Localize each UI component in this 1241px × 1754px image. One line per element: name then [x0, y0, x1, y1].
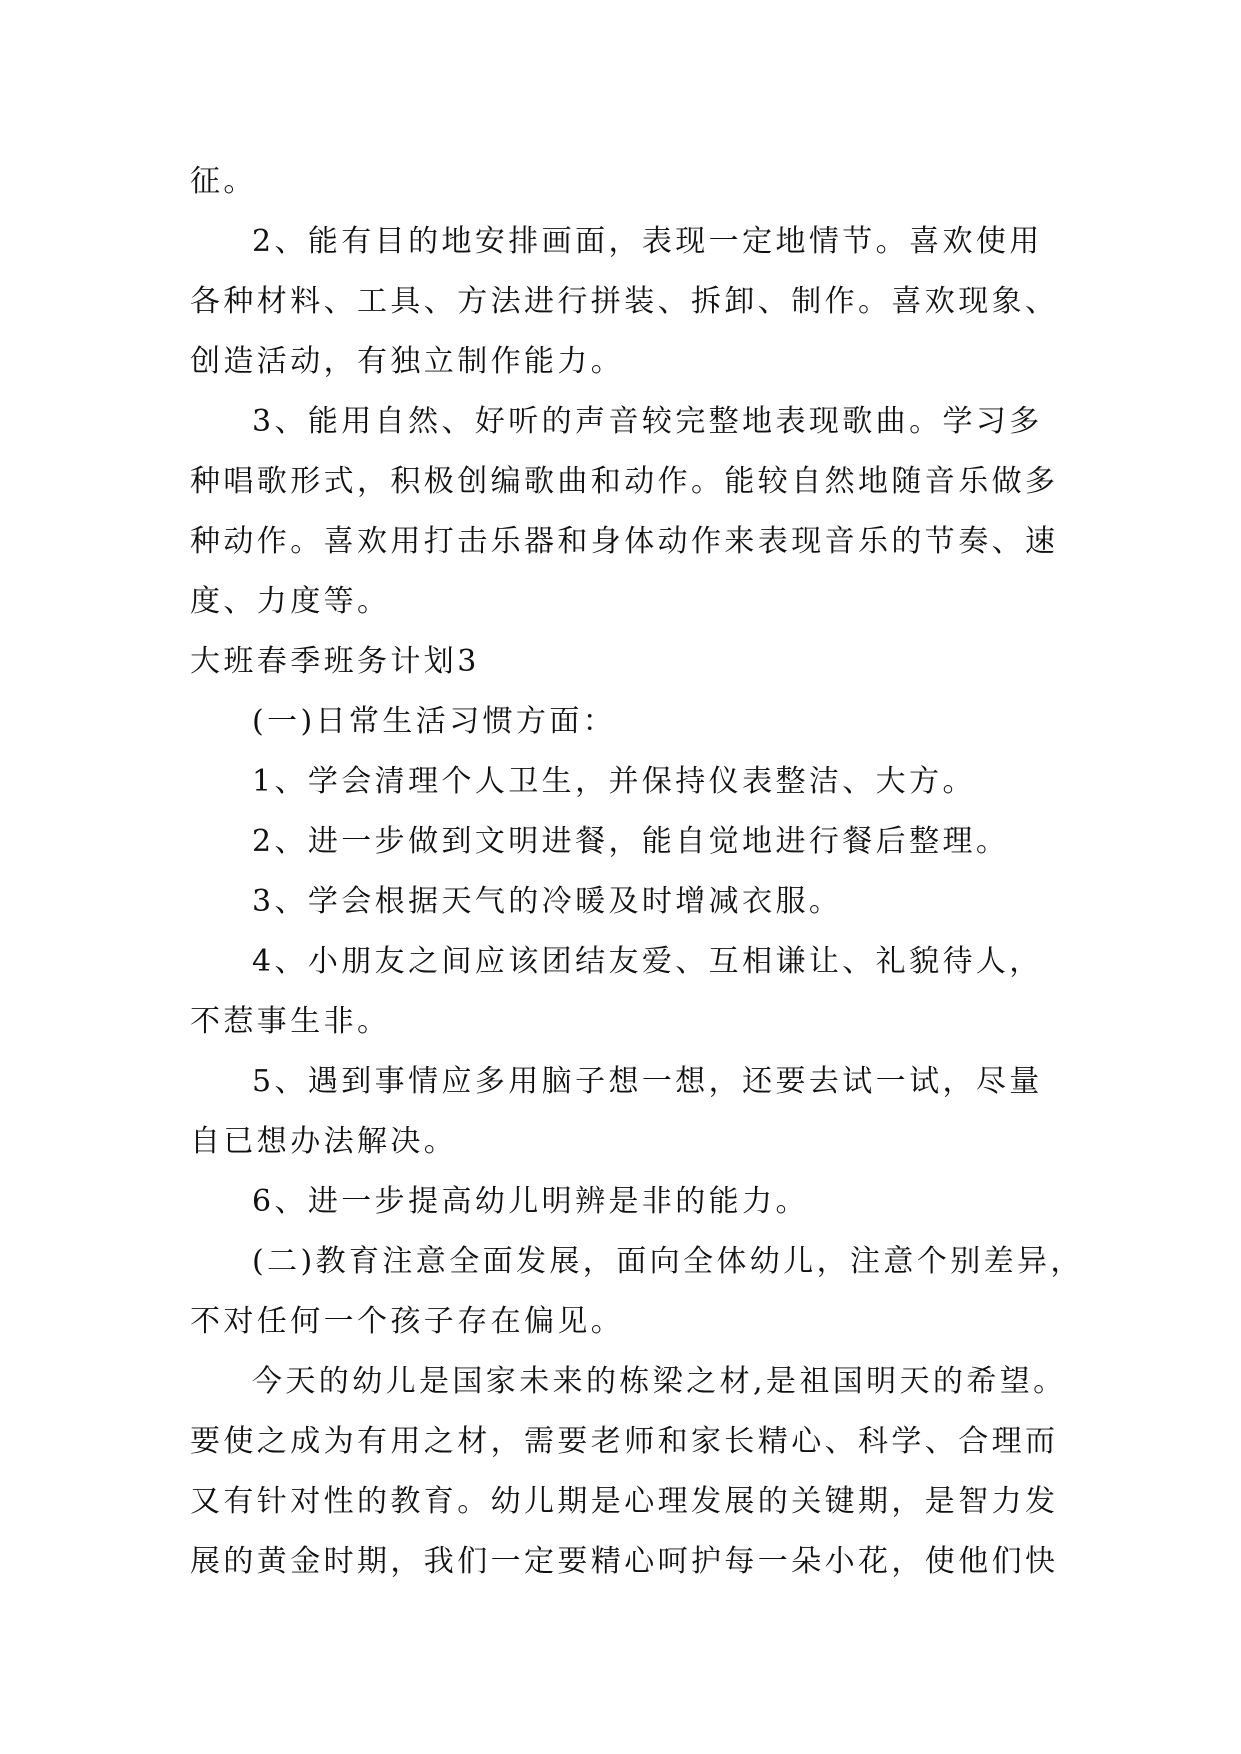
- text-line: 自已想办法解决。: [190, 1124, 458, 1159]
- paragraph-start-line: 2、能有目的地安排画面，表现一定地情节。喜欢使用: [252, 224, 1043, 259]
- text-line: 度、力度等。: [190, 584, 391, 619]
- text-line: 不惹事生非。: [190, 1004, 391, 1039]
- document-body: [190, 152, 1084, 1592]
- subsection-heading: (一)日常生活习惯方面：: [252, 704, 617, 739]
- text-line: 要使之成为有用之材，需要老师和家长精心、科学、合理而: [190, 1424, 1059, 1459]
- text-line: 展的黄金时期，我们一定要精心呵护每一朵小花，使他们快: [190, 1544, 1059, 1579]
- text-line: 不对任何一个孩子存在偏见。: [190, 1304, 625, 1339]
- list-item: 5、遇到事情应多用脑子想一想，还要去试一试，尽量: [252, 1064, 1043, 1099]
- list-item: 2、进一步做到文明进餐，能自觉地进行餐后整理。: [252, 824, 1010, 859]
- list-item: 1、学会清理个人卫生，并保持仪表整洁、大方。: [252, 764, 976, 799]
- list-item: 6、进一步提高幼儿明辨是非的能力。: [252, 1184, 809, 1219]
- list-item: 3、学会根据天气的冷暖及时增减衣服。: [252, 884, 843, 919]
- text-line: 又有针对性的教育。幼儿期是心理发展的关键期，是智力发: [190, 1484, 1059, 1519]
- text-line: 征。: [190, 164, 257, 199]
- list-item: 4、小朋友之间应该团结友爱、互相谦让、礼貌待人，: [252, 944, 1043, 979]
- text-line: 种唱歌形式，积极创编歌曲和动作。能较自然地随音乐做多: [190, 464, 1059, 499]
- paragraph-start-line: 3、能用自然、好听的声音较完整地表现歌曲。学习多: [252, 404, 1043, 439]
- text-line: 创造活动，有独立制作能力。: [190, 344, 625, 379]
- text-line: 各种材料、工具、方法进行拼装、拆卸、制作。喜欢现象、: [190, 284, 1059, 319]
- subsection-heading: (二)教育注意全面发展，面向全体幼儿，注意个别差异，: [252, 1244, 1084, 1279]
- section-heading: 大班春季班务计划3: [190, 644, 480, 679]
- text-line: 种动作。喜欢用打击乐器和身体动作来表现音乐的节奏、速: [190, 524, 1059, 559]
- paragraph-start-line: 今天的幼儿是国家未来的栋梁之材,是祖国明天的希望。: [252, 1364, 1067, 1399]
